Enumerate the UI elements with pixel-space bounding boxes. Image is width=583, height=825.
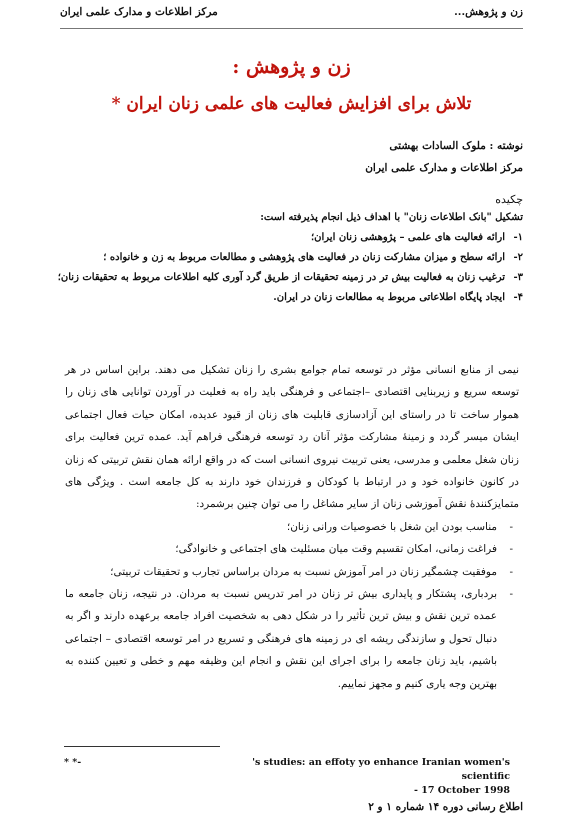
bullet-text: موفقیت چشمگیر زنان در امر آموزش نسبت به مردان براساس تجارب و تحقیقات تربیتی؛ xyxy=(110,565,497,578)
abstract-goal-item xyxy=(53,288,523,307)
goal-text: ارائه سطح و میزان مشارکت زنان در فعالیت های پژوهشی و مطالعات مربوط به زن و خانواده ؛ xyxy=(103,252,505,263)
article-title: زن و پژوهش : xyxy=(232,56,351,78)
body-section xyxy=(65,359,519,695)
goal-number: ۲- xyxy=(513,252,523,263)
bullet-item xyxy=(65,583,519,695)
footnote-line: - 17 October 1998 xyxy=(413,785,510,796)
abstract-intro: تشکیل "بانک اطلاعات زنان" با اهداف ذیل انجام پذیرفته است: xyxy=(260,212,523,223)
abstract-section xyxy=(53,191,523,307)
bullet-text: بردباری، پشتکار و پایداری بیش تر زنان در امر تدریس نسبت به مردان. در نتیجه، زنان جامعه ما عمده ترین نقش و بیش ترین تأثیر را در شکل دهی به شخصیت افراد جامعه برعهده دارند و اگر به دنبال تحول و سازندگی ریشه ای در زمینه های فرهنگی و تسریع در امر توسعه اقتصادی – اجتماعی باشیم، باید زنان جامعه را برای اجرای این نقش و انجام این وظیفه مهم و خطی و تعیین کننده به بهترین وجه یاری کنیم و مجهز نماییم. xyxy=(65,588,497,690)
abstract-goal-item xyxy=(53,248,523,267)
page-footer: اطلاع رسانی دوره ۱۴ شماره ۱ و ۲ xyxy=(368,801,523,813)
footnote-line: 's studies: an effoty yo enhance Iranian women's scientific xyxy=(252,757,510,782)
bullet-item xyxy=(65,538,519,560)
author-affiliation: مرکز اطلاعات و مدارک علمی ایران xyxy=(365,162,523,174)
dash-bullet-icon: - xyxy=(509,520,513,533)
dash-bullet-icon: - xyxy=(509,565,513,578)
body-paragraph: نیمی از منابع انسانی مؤثر در توسعه تمام جوامع بشری را زنان تشکیل می دهند. براین اساس در هر توسعه سریع و زیربنایی اقتصادی –اجتماعی و فرهنگی باید راه به فعلیت در آوردن توانایی های زنان را هموار ساخت تا در راستای این آزادسازی قابلیت های زنان از قیود عدیده، امکان حیات فعال اجتماعی ایشان میسر گردد و زمینهٔ مشارکت مؤثر آنان رد توسعه فرهنگی فراهم آید. عمده ترین فعالیت برای زنان شغل معلمی و مدرسی، یعنی تربیت نیروی انسانی است که در واقع ارائه همان نقش تربیتی که زنان در کانون خانواده خود و در ارتباط با کودکان و فرزندان خود دارند به کل جامعه است . ویژگی های متمایزکنندهٔ نقش آموزشی زنان از سایر مشاغل را می توان چنین برشمرد: xyxy=(65,364,519,511)
goal-number: ۳- xyxy=(513,272,523,283)
author-block xyxy=(53,135,523,179)
footnote-text xyxy=(246,756,510,798)
goal-number: ۴- xyxy=(513,292,523,303)
dash-bullet-icon: - xyxy=(509,543,513,556)
bullet-item xyxy=(65,516,519,538)
abstract-goal-item xyxy=(53,228,523,247)
goal-text: ارائه فعالیت های علمی – پژوهشی زنان ایران؛ xyxy=(310,232,505,243)
author-name: نوشته : ملوک السادات بهشتی xyxy=(389,140,523,152)
abstract-goals-list xyxy=(53,228,523,307)
goal-text: ایجاد پایگاه اطلاعاتی مربوط به مطالعات زنان در ایران. xyxy=(273,292,505,303)
footnote-divider xyxy=(64,746,220,747)
bullet-list xyxy=(65,516,519,695)
dash-bullet-icon: - xyxy=(509,588,513,601)
header-journal-section: زن و پژوهش... xyxy=(454,6,523,18)
header-divider xyxy=(60,28,523,29)
goal-text: ترغیب زنان به فعالیت بیش تر در زمینه تحقیقات از طریق گرد آوری کلیه اطلاعات مربوط به تحقیقات زنان؛ xyxy=(57,272,505,283)
footnote-mark: * *- xyxy=(64,757,82,768)
article-subtitle: تلاش برای افزایش فعالیت های علمی زنان ایران * xyxy=(111,94,472,114)
abstract-goal-item xyxy=(53,268,523,287)
bullet-text: مناسب بودن این شغل با خصوصیات ورانی زنان؛ xyxy=(286,520,497,533)
bullet-item xyxy=(65,561,519,583)
bullet-text: فراغت زمانی، امکان تقسیم وقت میان مسئلیت های اجتماعی و خانوادگی؛ xyxy=(175,543,497,556)
running-header xyxy=(60,6,523,18)
goal-number: ۱- xyxy=(513,232,523,243)
header-institution: مرکز اطلاعات و مدارک علمی ایران xyxy=(60,6,218,18)
abstract-label: چکیده xyxy=(495,193,523,206)
